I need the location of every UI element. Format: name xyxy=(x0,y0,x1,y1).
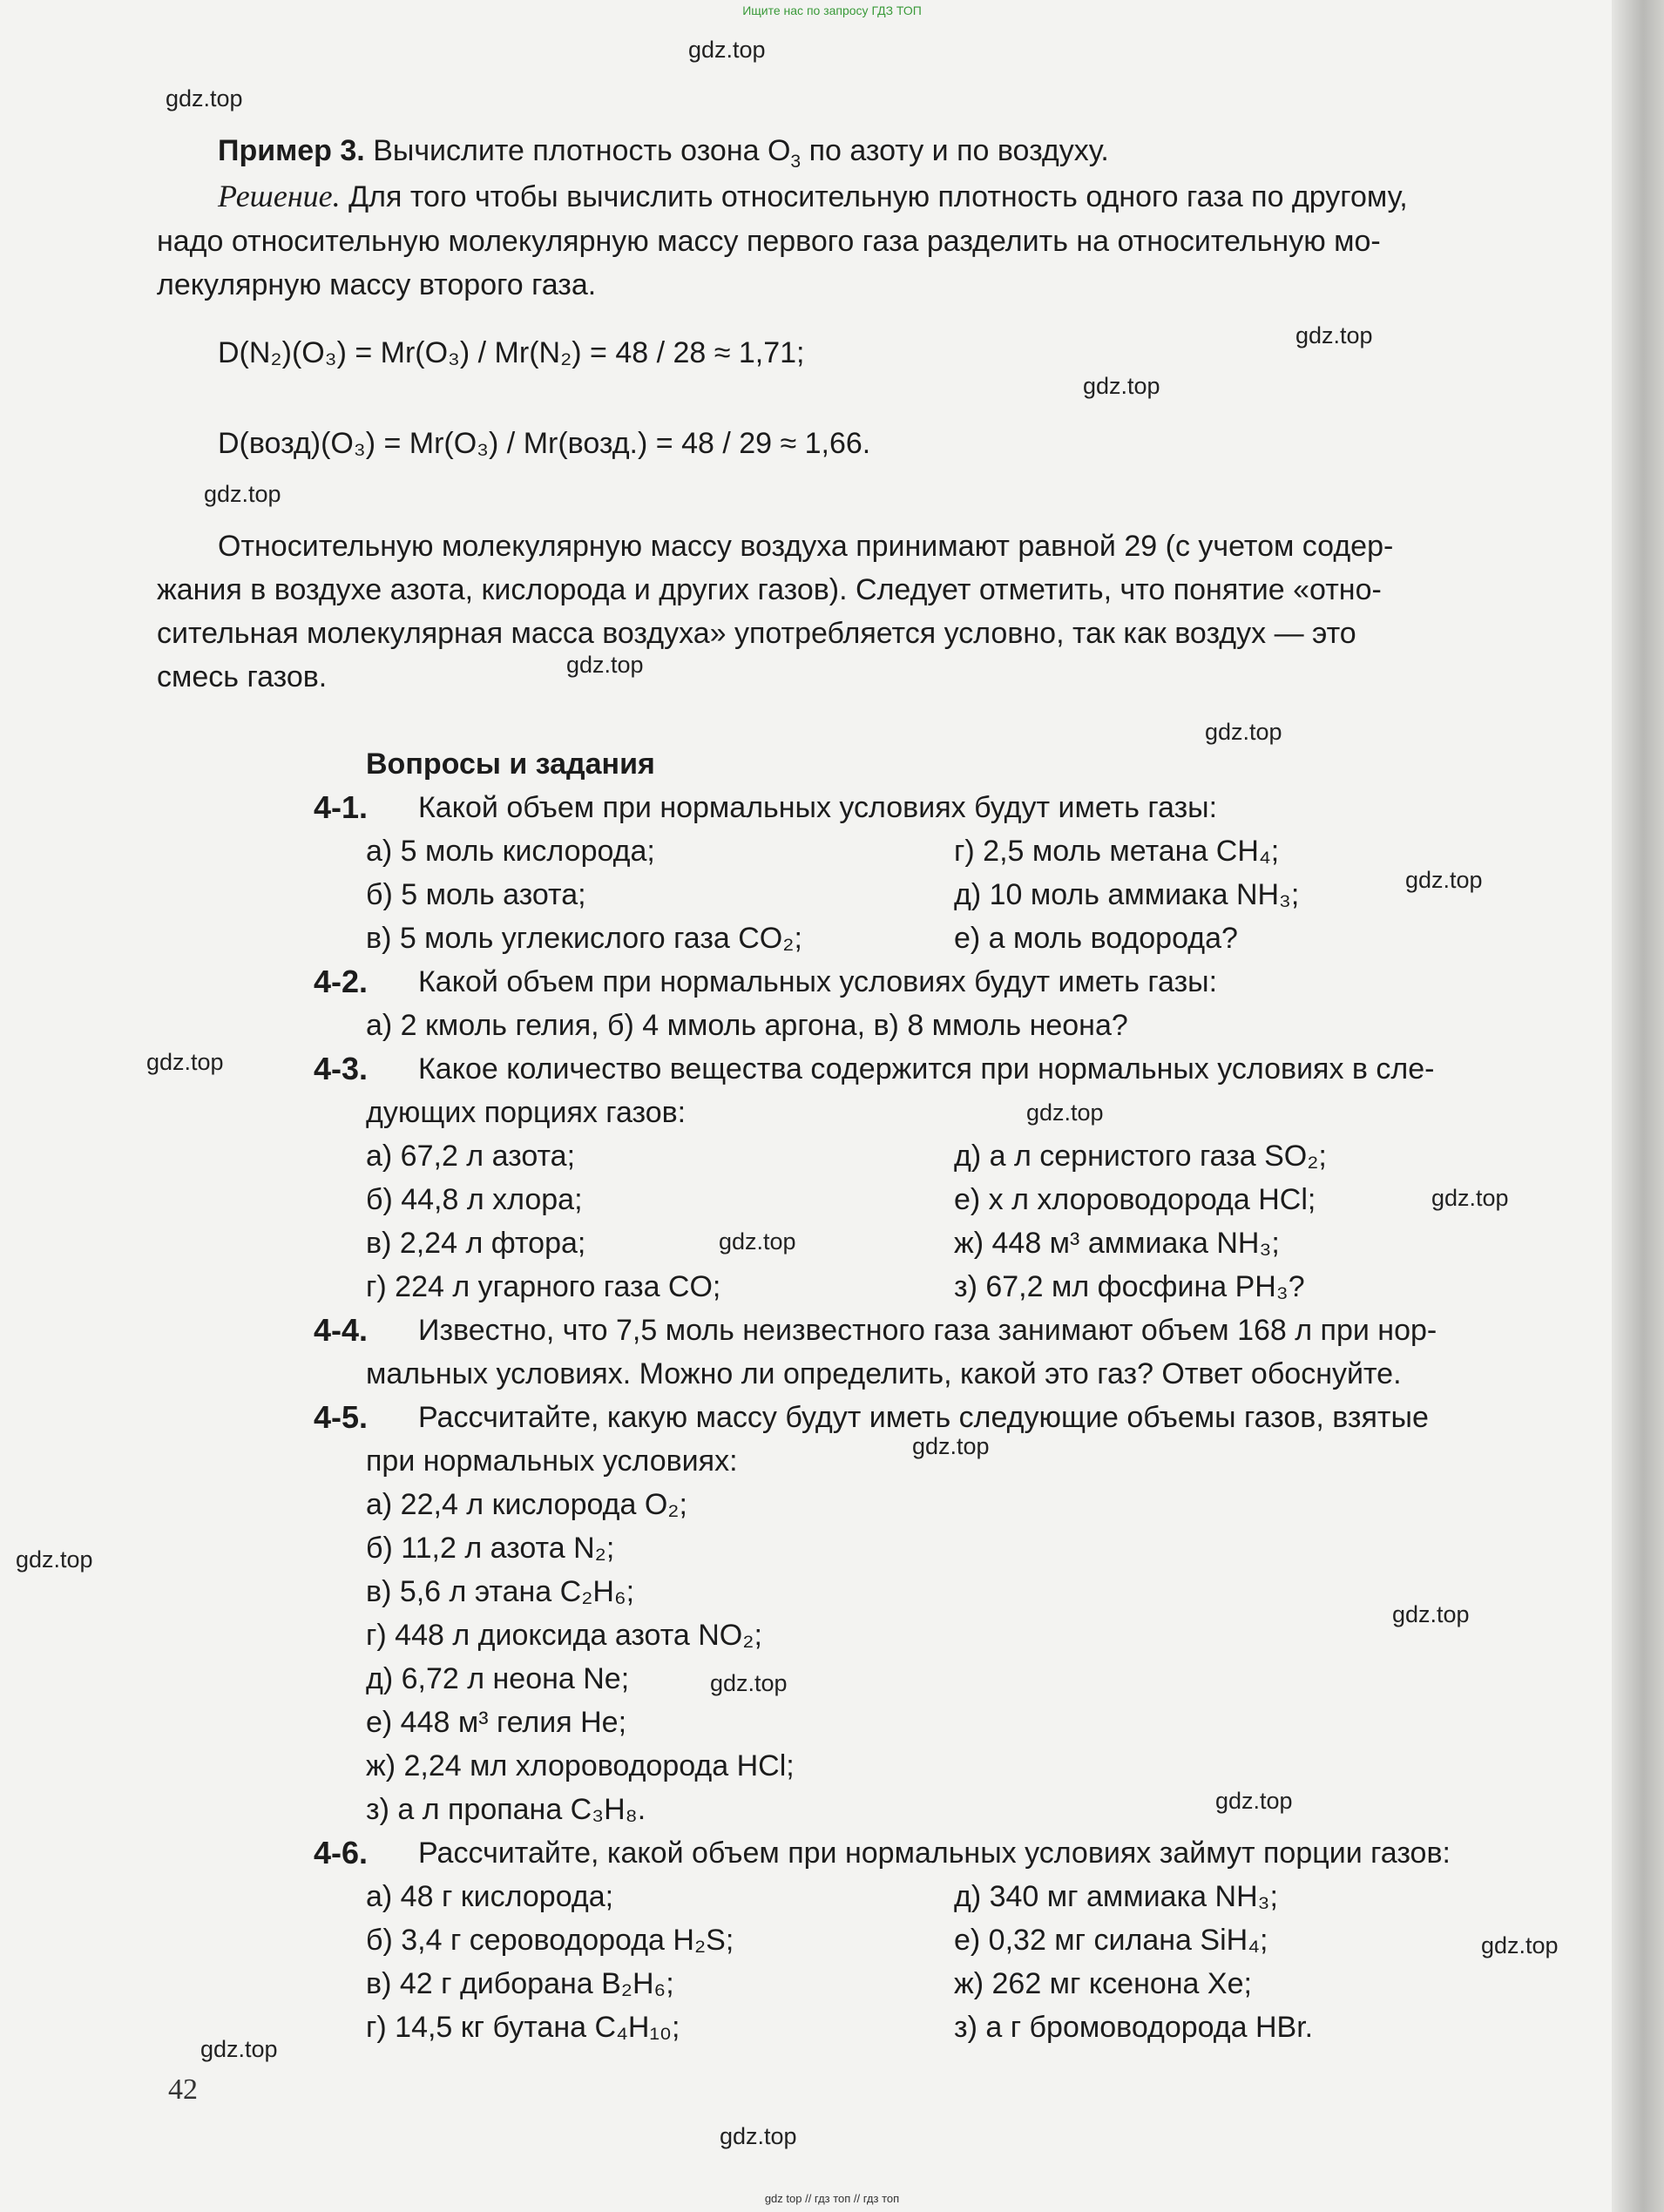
solution-line-3: лекулярную массу второго газа. xyxy=(157,268,597,301)
question-text: Известно, что 7,5 моль неизвестного газа занимают объем 168 л при нор- xyxy=(418,1314,1437,1347)
list-item: д) 6,72 л неона Ne; xyxy=(366,1662,630,1695)
question-text: Какой объем при нормальных условиях будут иметь газы: xyxy=(418,965,1218,998)
list-item: в) 5,6 л этана C₂H₆; xyxy=(366,1575,635,1608)
top-note: Ищите нас по запросу ГДЗ ТОП xyxy=(742,3,922,17)
watermark: gdz.top xyxy=(688,37,766,63)
list-item: з) 67,2 мл фосфина PH₃? xyxy=(954,1270,1305,1303)
watermark: gdz.top xyxy=(1026,1099,1104,1126)
question-text: Какое количество вещества содержится при нормальных условиях в сле- xyxy=(418,1052,1435,1086)
list-item: е) 448 м³ гелия He; xyxy=(366,1706,627,1739)
list-item: г) 448 л диоксида азота NO₂; xyxy=(366,1619,762,1652)
watermark: gdz.top xyxy=(200,2036,278,2062)
paragraph-line-3: сительная молекулярная масса воздуха» употребляется условно, так как воздух — это xyxy=(157,617,1356,650)
watermark: gdz.top xyxy=(720,2123,797,2149)
list-item: ж) 448 м³ аммиака NH₃; xyxy=(954,1227,1280,1260)
question-number: 4-1. xyxy=(314,789,369,825)
question-text-cont: мальных условиях. Можно ли определить, какой это газ? Ответ обоснуйте. xyxy=(366,1357,1402,1390)
question-number: 4-6. xyxy=(314,1835,369,1870)
bottom-note: gdz top // гдз топ // гдз топ xyxy=(764,2192,900,2205)
question-text: Рассчитайте, какой объем при нормальных условиях займут порции газов: xyxy=(418,1837,1451,1870)
watermark: gdz.top xyxy=(1295,322,1373,348)
list-item: е) x л хлороводорода HCl; xyxy=(954,1183,1316,1216)
list-item: г) 224 л угарного газа CO; xyxy=(366,1270,721,1303)
question-number: 4-3. xyxy=(314,1051,369,1086)
questions-heading: Вопросы и задания xyxy=(366,747,655,781)
watermark: gdz.top xyxy=(1481,1932,1559,1958)
watermark: gdz.top xyxy=(719,1228,796,1255)
list-item: е) a моль водорода? xyxy=(954,922,1238,955)
list-item: ж) 262 мг ксенона Xe; xyxy=(954,1967,1252,2000)
solution-line-1: Решение. Для того чтобы вычислить относительную плотность одного газа по другому, xyxy=(218,179,1408,213)
list-item: з) a г бромоводорода HBr. xyxy=(954,2011,1314,2044)
list-item: д) 10 моль аммиака NH₃; xyxy=(954,878,1300,911)
formula-air: D(возд)(O₃) = Mr(O₃) / Mr(возд.) = 48 / 29 ≈ 1,66. xyxy=(218,427,871,460)
list-item: д) 340 мг аммиака NH₃; xyxy=(954,1880,1278,1913)
list-item: д) a л сернистого газа SO₂; xyxy=(954,1140,1327,1173)
list-item: б) 5 моль азота; xyxy=(366,878,586,911)
question-text-cont: при нормальных условиях: xyxy=(366,1444,738,1478)
page-spine-shadow xyxy=(1612,0,1664,2212)
solution-line-2: надо относительную молекулярную массу первого газа разделить на относительную мо- xyxy=(157,225,1381,258)
question-number: 4-4. xyxy=(314,1312,369,1348)
watermark: gdz.top xyxy=(710,1670,788,1696)
list-item: а) 67,2 л азота; xyxy=(366,1140,576,1173)
list-item: б) 3,4 г сероводорода H₂S; xyxy=(366,1924,734,1957)
watermark: gdz.top xyxy=(146,1049,224,1075)
formula-nitrogen: D(N₂)(O₃) = Mr(O₃) / Mr(N₂) = 48 / 28 ≈ 1,71; xyxy=(218,336,805,369)
watermark: gdz.top xyxy=(1405,867,1483,893)
list-item: г) 14,5 кг бутана C₄H₁₀; xyxy=(366,2011,680,2044)
list-item: г) 2,5 моль метана CH₄; xyxy=(954,835,1280,868)
list-item: а) 22,4 л кислорода O₂; xyxy=(366,1488,687,1521)
paragraph-line-2: жания в воздухе азота, кислорода и других газов). Следует отметить, что понятие «отно- xyxy=(157,573,1382,606)
watermark: gdz.top xyxy=(16,1546,93,1573)
list-item: в) 5 моль углекислого газа CO₂; xyxy=(366,922,802,955)
watermark: gdz.top xyxy=(1431,1185,1509,1211)
page-number: 42 xyxy=(168,2073,198,2106)
question-text-cont: дующих порциях газов: xyxy=(366,1096,687,1129)
watermark: gdz.top xyxy=(166,85,243,112)
paragraph-line-1: Относительную молекулярную массу воздуха принимают равной 29 (с учетом содер- xyxy=(218,530,1394,563)
list-item: а) 2 кмоль гелия, б) 4 ммоль аргона, в) 8 ммоль неона? xyxy=(366,1009,1128,1042)
question-text: Какой объем при нормальных условиях будут иметь газы: xyxy=(418,791,1218,824)
list-item: а) 48 г кислорода; xyxy=(366,1880,614,1913)
watermark: gdz.top xyxy=(1392,1601,1470,1627)
list-item: в) 42 г диборана B₂H₆; xyxy=(366,1967,674,2000)
list-item: ж) 2,24 мл хлороводорода HCl; xyxy=(366,1749,795,1782)
watermark: gdz.top xyxy=(1205,719,1282,745)
watermark: gdz.top xyxy=(1215,1788,1293,1814)
watermark: gdz.top xyxy=(204,481,281,507)
watermark: gdz.top xyxy=(566,652,644,678)
question-text: Рассчитайте, какую массу будут иметь следующие объемы газов, взятые xyxy=(418,1401,1429,1434)
list-item: в) 2,24 л фтора; xyxy=(366,1227,586,1260)
watermark: gdz.top xyxy=(912,1433,990,1459)
list-item: б) 11,2 л азота N₂; xyxy=(366,1532,615,1565)
question-number: 4-2. xyxy=(314,964,369,999)
example-title-line: Пример 3. Вычислите плотность озона $O_3$ по азоту и по воздуху. xyxy=(218,134,1109,172)
watermark: gdz.top xyxy=(1083,373,1160,399)
list-item: а) 5 моль кислорода; xyxy=(366,835,655,868)
list-item: е) 0,32 мг силана SiH₄; xyxy=(954,1924,1268,1957)
list-item: з) a л пропана C₃H₈. xyxy=(366,1793,646,1826)
paragraph-line-4: смесь газов. xyxy=(157,660,328,693)
list-item: б) 44,8 л хлора; xyxy=(366,1183,583,1216)
question-number: 4-5. xyxy=(314,1399,369,1435)
